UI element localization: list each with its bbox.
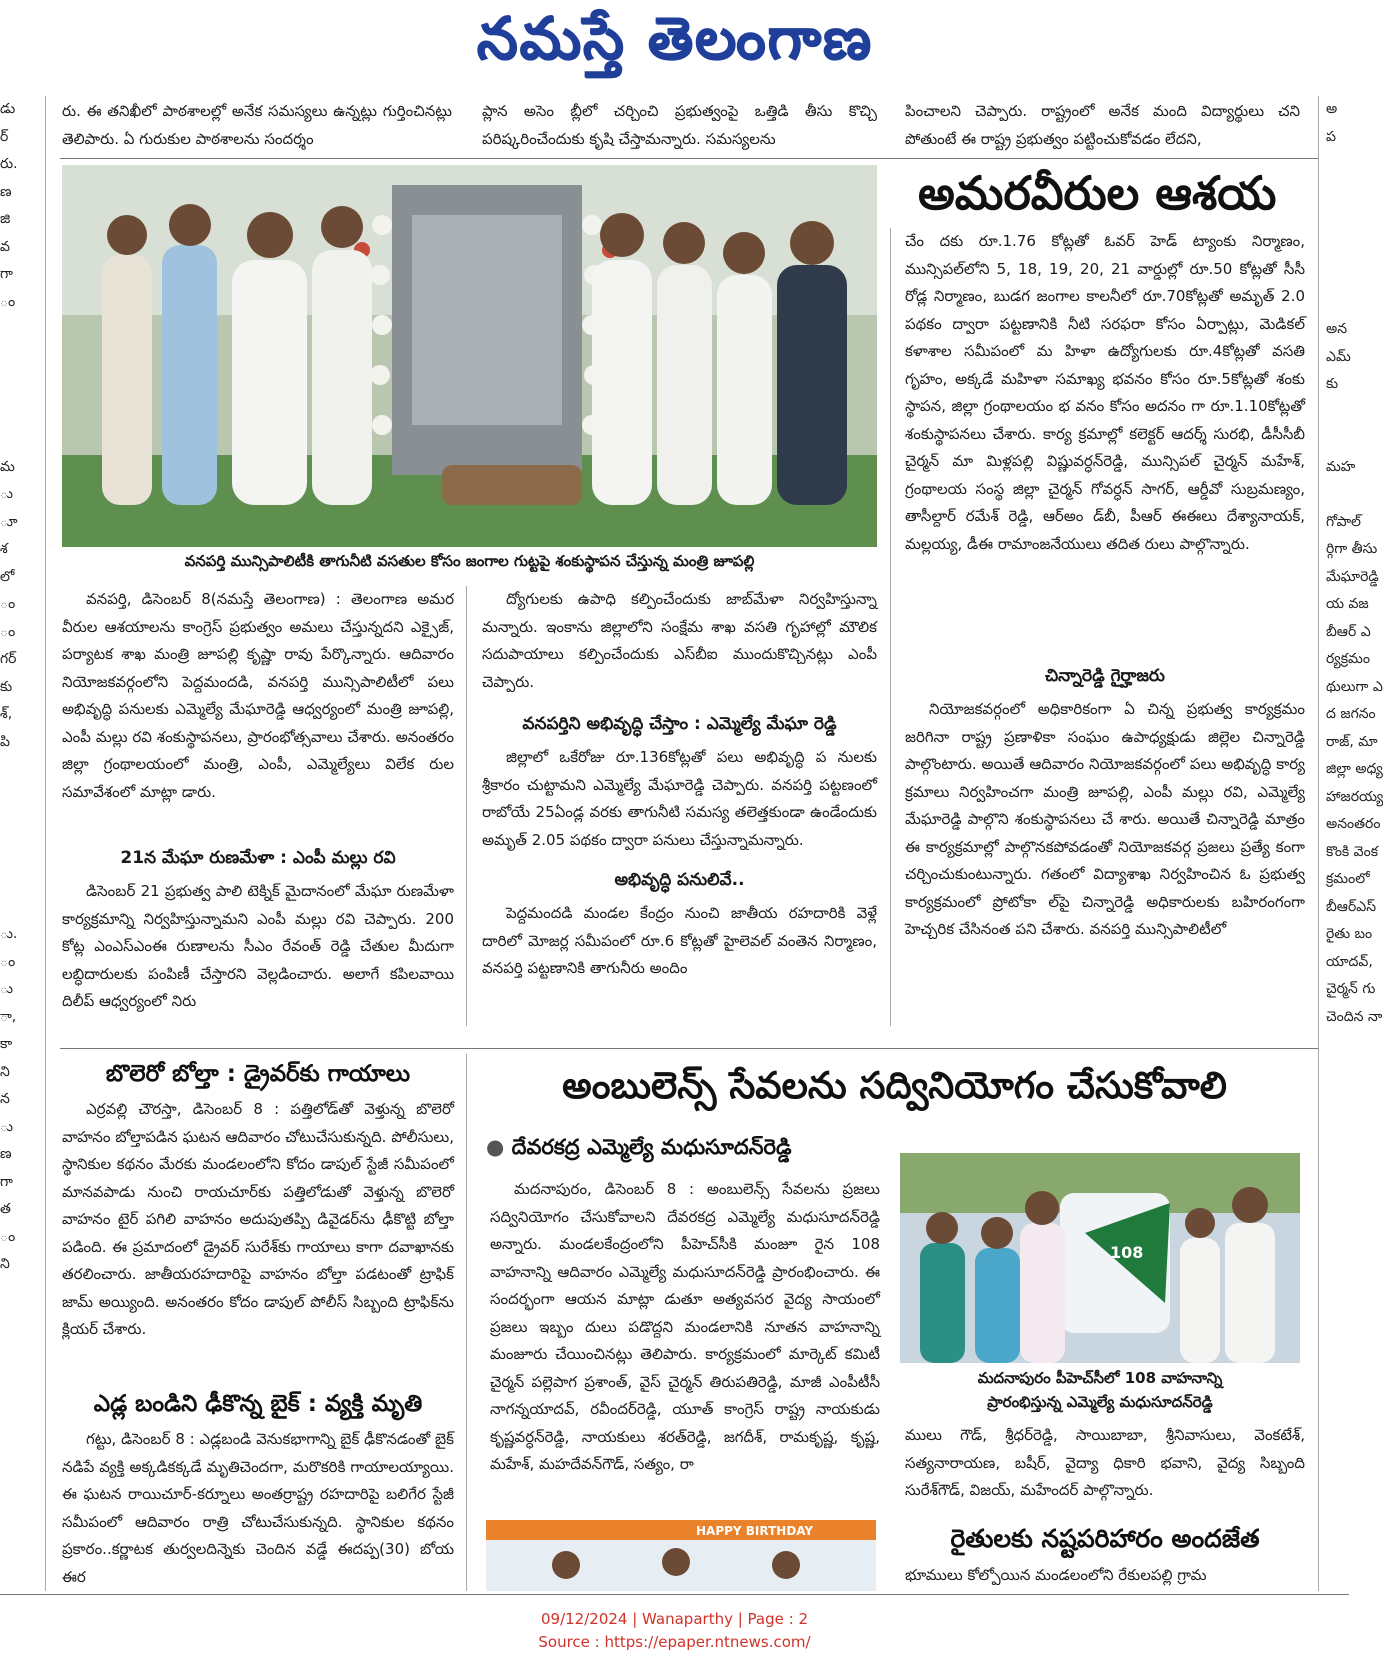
main-col-a2-para: డిసెంబర్ 21 ప్రభుత్వ పాలి టెక్నిక్ మైదానంలో మేఘా రుణమేళా కార్యక్రమాన్ని నిర్వహిస్తున్నామని ఎంపీ మల్లు రవి చెప్పారు. 200 కోట్ల ఎంఎస్ఎంఈ రుణాలను సీఎం రేవంత్ రెడ్డి చేతుల మీదుగా లబ్ధిదారులకు పంపిణీ చేస్తారని వెల్లడించారు. అలాగే కపిలవాయి దిలీప్ ఆధ్వర్యంలో నిరు <box>62 882 454 1010</box>
edge-fragment: మహ <box>1326 458 1356 475</box>
main-col-c <box>905 228 1305 1026</box>
ambulance-photo <box>900 1153 1300 1363</box>
bike-body <box>62 1426 454 1591</box>
edge-fragment: ు <box>0 1118 13 1135</box>
edge-fragment <box>0 894 22 922</box>
edge-fragment <box>0 371 22 399</box>
edge-fragment: కు <box>1326 376 1339 392</box>
bolero-headline: బొలెరో బోల్తా : డ్రైవర్‌కు గాయాలు <box>105 1061 411 1087</box>
banner-illustration <box>486 1520 876 1591</box>
edge-fragment: చైర్మన్ గు <box>1326 981 1376 997</box>
edge-fragment: కు <box>0 678 13 695</box>
edge-fragment: కొంకి వెంక <box>1326 843 1379 860</box>
farmers-body <box>905 1562 1305 1591</box>
edge-fragment: లో <box>0 568 15 585</box>
edge-fragment: య వజ <box>1326 596 1369 612</box>
edge-fragment: జి <box>0 211 11 227</box>
main-photo <box>62 165 877 547</box>
ambulance-flag-label: 108 <box>1110 1243 1144 1262</box>
edge-fragment: గోపాల్ <box>1326 513 1361 530</box>
edge-fragment: ూ <box>0 513 18 530</box>
edge-fragment <box>0 839 22 867</box>
bike-headline: ఎడ్ల బండిని ఢీకొన్న బైక్ : వ్యక్తి మృతి <box>93 1391 423 1417</box>
edge-fragment <box>0 426 22 454</box>
ambulance-caption-line2: ప్రారంభిస్తున్న ఎమ్మెల్యే మధుసూదన్‌రెడ్డి <box>987 1393 1213 1411</box>
edge-fragment: పి <box>0 733 10 750</box>
edge-fragment: త <box>0 1201 11 1217</box>
main-col-b3-para: పెద్దమందడి మండల కేంద్రం నుంచి జాతీయ రహదారికి వెళ్లే దారిలో మోజర్ల సమీపంలో రూ.6 కోట్లతో హైలెవల్ వంతెన నిర్మాణం, వనపర్తి పట్టణానికి తాగునీరు అందిం <box>482 904 877 977</box>
edge-fragment: ం <box>0 953 16 970</box>
edge-fragment: అన <box>1326 321 1348 337</box>
edge-fragment <box>0 316 22 344</box>
ceremony-photo-illustration <box>62 165 877 547</box>
edge-fragment <box>1326 179 1349 207</box>
edge-fragment: బీఆర్ ఎ <box>1326 623 1371 640</box>
ambulance-kicker <box>486 1130 886 1164</box>
edge-fragment: యాదవ్, <box>1326 953 1373 970</box>
edge-fragment <box>1326 234 1349 262</box>
edge-fragment <box>0 784 22 812</box>
ambulance-photo-illustration <box>900 1153 1300 1363</box>
edge-fragment: ర్యక్రమం <box>1326 651 1370 667</box>
ambulance-right-para: ములు గౌడ్, శ్రీధర్‌రెడ్డి, సాయిబాబా, శ్రీనివాసులు, వెంకటేశ్, సత్యనారాయణ, బషీర్, వైద్యా ధికారి భవాని, వైద్య సిబ్బంది సురేశ్‌గౌడ్, విజయ్, మహేందర్ పాల్గొన్నారు. <box>905 1426 1305 1499</box>
main-col-a2-text <box>62 878 454 1018</box>
main-col-a-para: వనపర్తి, డిసెంబర్ 8(నమస్తే తెలంగాణ) : తెలంగాణ అమర వీరుల ఆశయాలను కాంగ్రెస్ ప్రభుత్వం అమలు చేస్తున్నదని ఎక్సైజ్, పర్యాటక శాఖ మంత్రి జూపల్లి కృష్ణా రావు పేర్కొన్నారు. ఆదివారం నియోజకవర్గంలోని పెద్దమందడి, వనపర్తి మున్సిపాలిటీలో పలు అభివృద్ధి పనులకు ఎమ్మెల్యే మేఘారెడ్డి ఆధ్వర్యంలో మంత్రి జూపల్లి, ఎంపీ మల్లు రవి శంకుస్థాపనలు, ప్రారంభోత్సవాలు చేశారు. అనంతరం జిల్లా గ్రంథాలయంలో మంత్రి, ఎంపీ, ఎమ్మెల్యేలు విలేక రుల సమావేశంలో మాట్లా డారు. <box>62 590 454 801</box>
farmers-headline: రైతులకు నష్టపరిహారం అందజేత <box>950 1524 1260 1553</box>
bolero-para: ఎర్రవల్లి చౌరస్తా, డిసెంబర్ 8 : పత్తిలోడ్‌తో వెళ్తున్న బొలెరో వాహనం బోల్తాపడిన ఘటన ఆదివారం చోటుచేసుకున్నది. పోలీసులు, స్థానికుల కథనం మేరకు మండలంలోని కోదం డాపుల్ స్టేజీ సమీపంలో మానవపాడు నుంచి రాయచూర్‌కు పత్తిలోడుతో వెళ్తున్న బొలెరో వాహనం టైర్ పగిలి వాహనం అదుపుతప్పి డివైడర్‌ను ఢీకొట్టి బోల్తా పడింది. ఈ ప్రమాదంలో డ్రైవర్ సురేశ్‌కు గాయాలు కాగా దవాఖానకు తరలించారు. జాతీయరహదారిపై వాహనం బోల్తా పడటంతో ట్రాఫిక్ జామ్ అయ్యింది. అనంతరం కోదం డాపుల్ పోలీస్ సిబ్బంది ట్రాఫిక్‌ను క్లియర్ చేశారు. <box>62 1100 454 1338</box>
edge-fragment: అనంతరం <box>1326 816 1381 832</box>
edge-fragment: గా <box>0 266 13 282</box>
edge-fragment: ని <box>0 1256 10 1272</box>
main-col-b3-text <box>482 900 877 984</box>
left-edge-column <box>0 96 22 1591</box>
edge-fragment: ు <box>0 981 13 997</box>
edge-fragment: రైతు బం <box>1326 926 1373 942</box>
ambulance-body-right <box>905 1422 1305 1508</box>
edge-fragment: కా <box>0 1036 13 1052</box>
ambulance-body <box>490 1176 880 1508</box>
bolero-body <box>62 1096 454 1376</box>
edge-fragment: ం <box>0 596 16 612</box>
main-headline: అమరవీరుల ఆశయ <box>918 166 1277 220</box>
bullet-icon: ● <box>486 1135 512 1159</box>
edge-fragment <box>1326 426 1349 454</box>
edge-fragment: గర్ <box>0 651 17 667</box>
edge-fragment: ప <box>1326 128 1336 145</box>
masthead-title: నమస్తే తెలంగాణ <box>476 3 873 72</box>
subhead-loan-mela: 21న మేఘా రుణమేళా : ఎంపీ మల్లు రవి <box>120 848 396 868</box>
edge-fragment: శ్, <box>0 706 13 722</box>
edge-fragment: రు. <box>0 156 18 172</box>
edge-fragment: ం <box>0 623 16 640</box>
top-strip-col2: ప్లాన అసెం బ్లీలో చర్చించి ప్రభుత్వంపై ఒత్తిడి తీసు కొచ్చి పరిష్కరించేందుకు కృషి చేస్తామన్నారు. సమస్యలను <box>482 102 877 148</box>
edge-fragment: మ <box>0 458 15 475</box>
subhead-works: అభివృద్ధి పనులివే.. <box>614 870 745 890</box>
edge-fragment: ు. <box>0 926 18 942</box>
edge-fragment: ు <box>0 486 13 502</box>
main-col-c1-para: చేం దకు రూ.1.76 కోట్లతో ఓవర్ హెడ్ ట్యాంకు నిర్మాణం, మున్సిపల్‌లోని 5, 18, 19, 20, 21 వార్డుల్లో రూ.50 కోట్లతో సీసీ రోడ్ల నిర్మాణం, బుడగ జంగాల కాలనీలో రూ.70కోట్లతో అమృత్ 2.0 పథకం ద్వారా పట్టణానికి నీటి సరఫరా కోసం ఏర్పాట్లు, మెడికల్ కళాశాల సమీపంలో మ హిళా ఉద్యోగులకు రూ.4కోట్లతో వసతి గృహం, అక్కడే మహిళా సమాఖ్య భవనం కోసం రూ.5కోట్లతో శంకు స్థాపన, జిల్లా గ్రంథాలయం భ వనం కోసం అదనం గా రూ.1.10కోట్లతో శంకుస్థాపనలు చేశారు. కార్య క్రమాల్లో కలెక్టర్ ఆదర్శ్ సురభి, డీసీసీబీ చైర్మన్ మా మిళ్లపల్లి విష్ణువర్ధన్‌రెడ్డి, మున్సిపల్ చైర్మన్ మహేశ్, గ్రంథాలయ సంస్థ జిల్లా చైర్మన్ గోవర్ధన్ సాగర్, ఆర్డీవో సుబ్రమణ్యం, తాసీల్దార్ రమేశ్ రెడ్డి, ఆర్‌అం డ్‌బీ, పీఆర్ ఈఈలు దేశ్యానాయక్, మల్లయ్య, డీఈ రామాంజనేయులు తదిత రులు పాల్గొన్నారు. <box>905 232 1305 553</box>
main-photo-caption: వనపర్తి మున్సిపాలిటీకి తాగునీటి వసతుల కోసం జంగాల గుట్టపై శంకుస్థాపన చేస్తున్న మంత్రి జూపల్లి <box>184 552 755 570</box>
edge-fragment: ర్ <box>0 128 9 145</box>
bike-para: గట్టు, డిసెంబర్ 8 : ఎడ్లబండి వెనుకభాగాన్ని బైక్ ఢీకొనడంతో బైక్ నడిపే వ్యక్తి అక్కడికక్కడే మృతిచెందగా, మరొకరికి గాయాలయ్యాయి. ఈ ఘటన రాయిచూర్-కర్నూలు అంతర్రాష్ట్ర రహదారిపై బలిగేర స్టేజీ సమీపంలో ఆదివారం రాత్రి చోటుచేసుకున్నది. స్థానికుల కథనం ప్రకారం..కర్ణాటక తుర్వలదిన్నెకు చెందిన వడ్డే ఈదప్ప(30) బోయ ఈర <box>62 1430 454 1586</box>
main-col-a <box>62 586 454 1026</box>
divider <box>1318 96 1319 1591</box>
edge-fragment: బీఆర్‌ఎస్ <box>1326 898 1377 915</box>
edge-fragment: డు <box>0 101 16 117</box>
edge-fragment <box>0 866 22 894</box>
divider <box>60 158 1318 159</box>
main-col-b2-text <box>482 744 877 856</box>
farmers-para: భూములు కోల్పోయిన మండలంలోని రేకులపల్లి గ్రామ <box>905 1566 1207 1584</box>
edge-fragment <box>1326 481 1349 509</box>
divider <box>466 586 467 1026</box>
subhead-chinnareddy: చిన్నారెడ్డి గైర్హాజరు <box>1045 666 1165 686</box>
ambulance-headline: అంబులెన్స్ సేవలను సద్వినియోగం చేసుకోవాలి <box>562 1064 1227 1107</box>
ambulance-para: మదనాపురం, డిసెంబర్ 8 : అంబులెన్స్ సేవలను ప్రజలు సద్వినియోగం చేసుకోవాలని దేవరకద్ర ఎమ్మెల్యే మధుసూదన్‌రెడ్డి అన్నారు. మండలకేంద్రంలోని పీహెచ్‌సీకి మంజూ రైన 108 వాహనాన్ని ఆదివారం ఎమ్మెల్యే మధుసూదన్‌రెడ్డి ప్రారంభించారు. ఈ సందర్భంగా ఆయన మాట్లా డుతూ అత్యవసర వైద్య సాయంలో ప్రజలు ఇబ్బం దులు పడొద్దని మండలానికి నూతన వాహనాన్ని మంజూరు చేయించినట్లు తెలిపారు. కార్యక్రమంలో మార్కెట్ కమిటీ చైర్మన్ పల్లెపాగ ప్రశాంత్, వైస్ చైర్మన్ తిరుపతిరెడ్డి, మాజీ ఎంపీటీసీ నాగన్నయాదవ్, రవీందర్‌రెడ్డి, యూత్ కాంగ్రెస్ రాష్ట్ర నాయకుడు కృష్ణవర్ధన్‌రెడ్డి, నాయకులు శరత్‌రెడ్డి, జగదీశ్, రామకృష్ణ, కృష్ణ, మహేశ్, మహదేవన్‌గౌడ్, సత్యం, రా <box>490 1180 881 1473</box>
edge-fragment <box>0 344 22 372</box>
right-edge-column <box>1326 96 1383 1591</box>
edge-fragment: ని <box>0 1063 10 1080</box>
birthday-banner-photo <box>486 1520 876 1591</box>
edge-fragment: ఎమ్ <box>1326 348 1351 365</box>
edge-fragment: జిల్లా అధ్య <box>1326 761 1383 777</box>
edge-fragment: గా <box>0 1173 13 1190</box>
masthead <box>0 0 1349 90</box>
edge-fragment <box>1326 206 1349 234</box>
main-col-c1-text <box>905 228 1305 648</box>
edge-fragment <box>1326 261 1349 289</box>
edge-fragment: వ <box>0 238 10 255</box>
edge-fragment <box>0 756 22 784</box>
main-col-a-text <box>62 586 454 838</box>
main-col-b1-text <box>482 586 877 698</box>
edge-fragment <box>0 811 22 839</box>
edge-fragment: ద జగనం <box>1326 706 1376 722</box>
edge-fragment: మేఘారెడ్డి <box>1326 568 1379 585</box>
main-col-c2-para: నియోజకవర్గంలో అధికారికంగా ఏ చిన్న ప్రభుత్వ కార్యక్రమం జరిగినా రాష్ట్ర ప్రణాళికా సంఘం ఉపాధ్యక్షుడు జిల్లెల చిన్నారెడ్డి పాల్గొంటారు. అయితే ఆదివారం నియోజకవర్గంలో పలు అభివృద్ధి కార్య క్రమాలు నిర్వహించగా మంత్రి జూపల్లి, ఎంపీ మల్లు రవి, ఎమ్మెల్యే మేఘారెడ్డి పాల్గొని శంకుస్థాపనలు చే శారు. అయితే చిన్నారెడ్డి మాత్రం ఈ కార్యక్రమాల్లో పాల్గొనకపోవడంతో నియోజకవర్గ ప్రజలు ప్రత్యే కంగా చర్చించుకుంటున్నారు. గతంలో విద్యాశాఖ నిర్వహించిన ఓ ప్రభుత్వ కార్యక్రమంలో ప్రోటోకా ల్‌పై చిన్నారెడ్డి అధికారులకు బహిరంగంగా హెచ్చరిక చేసినంత పని చేశారు. వనపర్తి మున్సిపాలిటీలో <box>905 700 1305 938</box>
main-col-b1-para: ద్యోగులకు ఉపాధి కల్పించేందుకు జాబ్‌మేళా నిర్వహిస్తున్నా మన్నారు. ఇంకాను జిల్లాలోని సంక్షేమ శాఖ వసతి గృహాల్లో మౌలిక సదుపాయాలు కల్పించేందుకు ఎస్‌బీఐ ముందుకొచ్చినట్లు ఎంపీ చెప్పారు. <box>482 590 877 691</box>
edge-fragment: థులుగా ఎ <box>1326 678 1383 695</box>
top-strip-col3: పించాలని చెప్పారు. రాష్ట్రంలో అనేక మంది విద్యార్థులు చని పోతుంటే ఈ రాష్ట్ర ప్రభుత్వం పట్టించుకోవడం లేదని, <box>905 102 1300 148</box>
edge-fragment <box>1326 399 1349 427</box>
ambulance-photo-caption <box>900 1366 1300 1418</box>
ambulance-kicker-text: దేవరకద్ర ఎమ్మెల్యే మధుసూదన్‌రెడ్డి <box>511 1135 792 1159</box>
edge-fragment <box>1326 289 1349 317</box>
ambulance-caption-line1: మదనాపురం పీహెచ్‌సీలో 108 వాహనాన్ని <box>977 1369 1223 1387</box>
edge-fragment: ం <box>0 293 16 310</box>
edge-fragment <box>1326 151 1349 179</box>
divider <box>890 228 891 1026</box>
main-col-b <box>482 586 877 1026</box>
divider <box>466 1054 467 1591</box>
edge-fragment: ర్గిగా తీసు <box>1326 541 1378 557</box>
edge-fragment: ణ <box>0 183 12 200</box>
divider <box>0 1594 1349 1595</box>
edge-fragment: ణ <box>0 1146 12 1162</box>
edge-fragment: ా, <box>0 1008 17 1025</box>
main-col-b2-para: జిల్లాలో ఒకేరోజు రూ.136కోట్లతో పలు అభివృద్ధి ప నులకు శ్రీకారం చుట్టామని ఎమ్మెల్యే మేఘారెడ్డి చెప్పారు. వనపర్తి పట్టణంలో రాబోయే 25ఏండ్ల వరకు తాగునీటి సమస్య తలెత్తకుండా ఉండేందుకు అమృత్ 2.05 పథకం ద్వారా పనులు చేస్తున్నామన్నారు. <box>482 748 877 849</box>
footer-date-line: 09/12/2024 | Wanaparthy | Page : 2 <box>541 1610 808 1628</box>
main-col-c2-text <box>905 696 1305 1026</box>
edge-fragment: హాజరయ్య <box>1326 788 1383 805</box>
banner-text: HAPPY BIRTHDAY <box>696 1524 814 1538</box>
edge-fragment <box>0 399 22 427</box>
edge-fragment: రాజ్, మా <box>1326 733 1378 750</box>
edge-fragment: క్రమంలో <box>1326 871 1370 887</box>
footer-source-line: Source : https://epaper.ntnews.com/ <box>538 1633 811 1651</box>
edge-fragment: చెందిన నా <box>1326 1008 1383 1025</box>
edge-fragment: శ <box>0 541 8 557</box>
divider <box>60 1048 1318 1049</box>
edge-fragment: న <box>0 1091 10 1107</box>
edge-fragment: అ <box>1326 101 1338 117</box>
edge-fragment: ం <box>0 1228 16 1245</box>
top-strip-col1: రు. ఈ తనిఖీలో పాఠశాలల్లో అనేక సమస్యలు ఉన్నట్లు గుర్తించినట్లు తెలిపారు. ఏ గురుకుల పాఠశాలను సందర్శం <box>62 102 452 148</box>
subhead-mla-megha: వనపర్తిని అభివృద్ధి చేస్తాం : ఎమ్మెల్యే మేఘా రెడ్డి <box>522 714 837 734</box>
divider <box>45 96 46 1591</box>
